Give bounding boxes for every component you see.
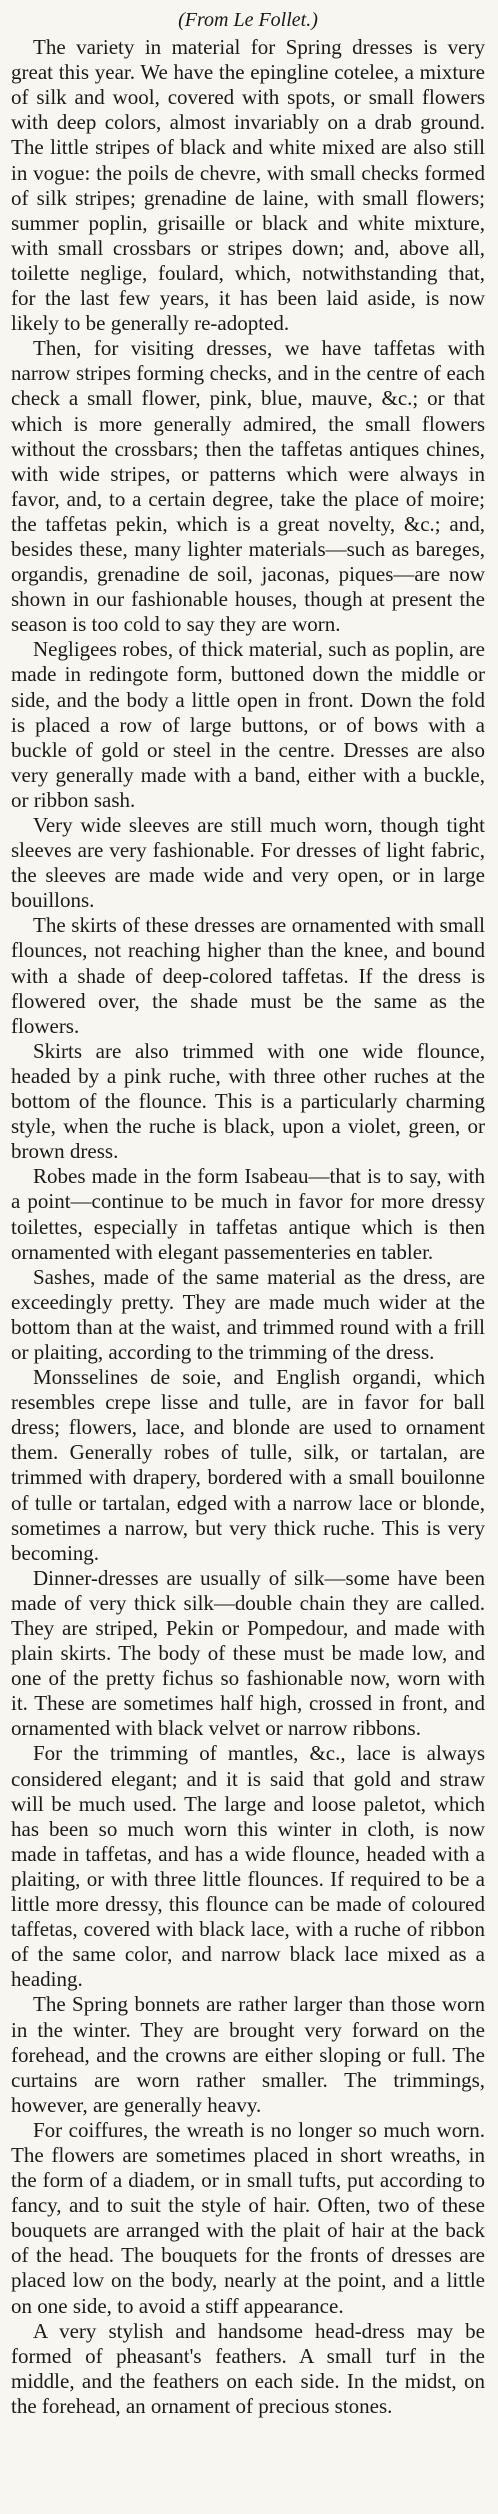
paragraph-ball-dress: Monsselines de soie, and English organdi, which resembles crepe lisse and tulle, are in favor for ball dress; flowers, lace, and blonde are used to ornament them. Generally robes of tulle, silk, or tartalan, are trimmed with drapery, bordered with a small bouilonne of tulle or tartalan, edged with a narrow lace or blonde, sometimes a narrow, but very thick ruche. This is very becoming. (11, 1365, 485, 1565)
paragraph-dinner-dresses: Dinner-dresses are usually of silk—some have been made of very thick silk—double chain they are called. They are striped, Pekin or Pompedour, and made with plain skirts. The body of these must be made low, and one of the pretty fichus so fashionable now, worn with it. These are sometimes half high, crossed in front, and ornamented with black velvet or narrow ribbons. (11, 1565, 485, 1741)
paragraph-sashes: Sashes, made of the same material as the dress, are exceedingly pretty. They are made much wider at the bottom than at the waist, and trimmed round with a frill or plaiting, according to the trimming of the dress. (11, 1264, 485, 1364)
paragraph-skirts-ruche: Skirts are also trimmed with one wide flounce, headed by a pink ruche, with three other ruches at the bottom of the flounce. This is a particularly charming style, when the ruche is black, upon a violet, green, or brown dress. (11, 1038, 485, 1164)
paragraph-visiting-dresses: Then, for visiting dresses, we have taffetas with narrow stripes forming checks, and in the centre of each check a small flower, pink, blue, mauve, &c.; or that which is more generally admired, the small flowers without the crossbars; then the taffetas antiques chines, with wide stripes, or patterns which were always in favor, and, to a certain degree, take the place of moire; the taffetas pekin, which is a great novelty, &c.; and, besides these, many lighter materials—such as bareges, organdis, grenadine de soil, jaconas, piques—are now shown in our fashionable houses, though at present the season is too cold to say they are worn. (11, 336, 485, 637)
paragraph-spring-materials: The variety in material for Spring dresses is very great this year. We have the epingline cotelee, a mixture of silk and wool, covered with spots, or small flowers with deep colors, almost invariably on a drab ground. The little stripes of black and white mixed are also still in vogue: the poils de chevre, with small checks formed of silk stripes; grenadine de laine, with small flowers; summer poplin, grisaille or black and white mixture, with small crossbars or stripes down; and, above all, toilette neglige, foulard, which, notwithstanding that, for the last few years, it has been laid aside, is now likely to be generally re-adopted. (11, 35, 485, 336)
paragraph-head-dress: A very stylish and handsome head-dress may be formed of pheasant's feathers. A small turf in the middle, and the feathers on each side. In the midst, on the forehead, an ornament of precious stones. (11, 2318, 485, 2418)
paragraph-mantles: For the trimming of mantles, &c., lace is always considered elegant; and it is said that gold and straw will be much used. The large and loose paletot, which has been so much worn this winter in cloth, is now made in taffetas, and has a wide flounce, headed with a plaiting, or with three little flounces. If required to be a little more dressy, this flounce can be made of coloured taffetas, covered with black lace, with a ruche of ribbon of the same color, and narrow black lace mixed as a heading. (11, 1741, 485, 1992)
paragraph-negligee-robes: Negligees robes, of thick material, such as poplin, are made in redingote form, buttoned down the middle or side, and the body a little open in front. Down the fold is placed a row of large buttons, or of bows with a buckle of gold or steel in the centre. Dresses are also very generally made with a band, either with a buckle, or ribbon sash. (11, 637, 485, 812)
paragraph-isabeau-robes: Robes made in the form Isabeau—that is to say, with a point—continue to be much in favor for more dressy toilettes, especially in taffetas antique which is then ornamented with elegant passementeries en tabler. (11, 1164, 485, 1264)
paragraph-coiffures: For coiffures, the wreath is no longer so much worn. The flowers are sometimes placed in short wreaths, in the form of a diadem, or in small tufts, put according to fancy, and to suit the style of hair. Often, two of these bouquets are arranged with the plait of hair at the back of the head. The bouquets for the fronts of dresses are placed low on the body, nearly at the point, and a little on one side, to avoid a stiff appearance. (11, 2117, 485, 2318)
paragraph-skirts-flounces: The skirts of these dresses are ornamented with small flounces, not reaching higher than the knee, and bound with a shade of deep-colored taffetas. If the dress is flowered over, the shade must be the same as the flowers. (11, 913, 485, 1038)
paragraph-spring-bonnets: The Spring bonnets are rather larger than those worn in the winter. They are brought very forward on the forehead, and the crowns are either sloping or full. The curtains are worn rather smaller. The trimmings, however, are generally heavy. (11, 1992, 485, 2117)
article-source: (From Le Follet.) (178, 9, 318, 31)
paragraph-sleeves: Very wide sleeves are still much worn, though tight sleeves are very fashionable. For dresses of light fabric, the sleeves are made wide and very open, or in large bouillons. (11, 813, 485, 913)
